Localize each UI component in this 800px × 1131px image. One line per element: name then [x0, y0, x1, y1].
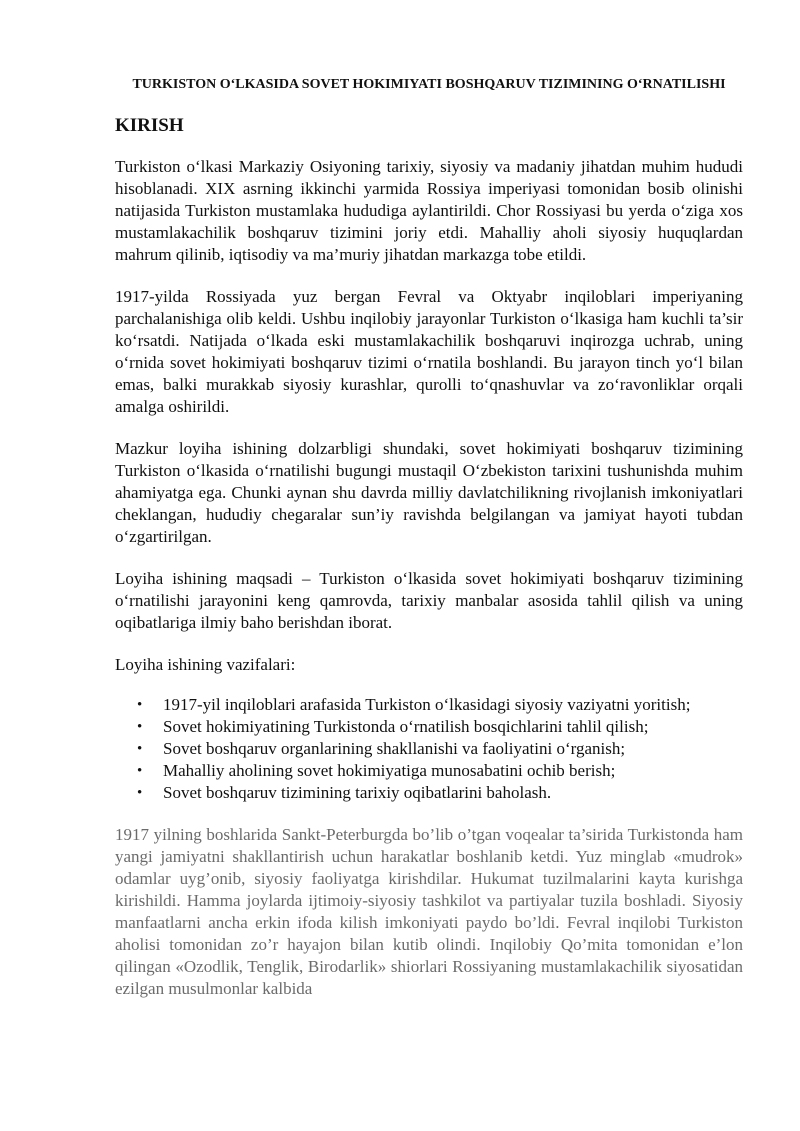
list-item [137, 782, 743, 804]
bullet-icon: • [137, 741, 143, 757]
paragraph-history: 1917 yilning boshlarida Sankt-Peterburgda bo’lib o’tgan voqealar ta’sirida Turkistonda ham yangi jamiyatni shakllantirish uchun harakatlar boshlanib ketdi. Yuz minglab «mudrok» odamlar uyg’onib, siyosiy faoliyatga kirishdilar. Hukumat tuzilmalarini kayta kurishga kirishildi. Hamma joylarda ijtimoiy-siyosiy tashkilot va partiyalar tuzila boshladi. Siyosiy manfaatlarni ancha erkin ifoda kilish imkoniyati paydo bo’ldi. Fevral inqilobi Turkiston aholisi tomonidan zo’r hayajon bilan kutib olindi. Inqilobiy Qo’mita tomonidan e’lon qilingan «Ozodlik, Tenglik, Birodarlik» shiorlari Rossiyaning mustamlakachilik siyosatidan ezilgan musulmonlar kalbida [115, 825, 743, 998]
bullet-icon: • [137, 785, 143, 801]
list-item-text: Sovet hokimiyatining Turkistonda o‘rnatilish bosqichlarini tahlil qilish; [163, 717, 649, 736]
bullet-icon: • [137, 719, 143, 735]
list-item-text: Sovet boshqaruv tizimining tarixiy oqibatlarini baholash. [163, 783, 552, 802]
section-heading: KIRISH [115, 115, 184, 136]
bullet-icon: • [137, 763, 143, 779]
list-item [137, 760, 743, 782]
list-item [137, 738, 743, 760]
document-title: TURKISTON O‘LKASIDA SOVET HOKIMIYATI BOSHQARUV TIZIMINING O‘RNATILISHI [132, 77, 726, 92]
paragraph-tasks-intro: Loyiha ishining vazifalari: [115, 655, 296, 674]
paragraph-goal: Loyiha ishining maqsadi – Turkiston o‘lkasida sovet hokimiyati boshqaruv tizimining o‘rnatilishi jarayonini keng qamrovda, tarixiy manbalar asosida tahlil qilish va uning oqibatlariga ilmiy baho berishdan iborat. [115, 569, 743, 632]
paragraph-intro: Turkiston o‘lkasi Markaziy Osiyoning tarixiy, siyosiy va madaniy jihatdan muhim hududi hisoblanadi. XIX asrning ikkinchi yarmida Rossiya imperiyasi tomonidan bosib olinishi natijasida Turkiston mustamlaka hududiga aylantirildi. Chor Rossiyasi bu yerda o‘ziga xos mustamlakachilik boshqaruv tizimini joriy etdi. Mahalliy aholi siyosiy huquqlardan mahrum qilinib, iqtisodiy va ma’muriy jihatdan markazga tobe etildi. [115, 157, 743, 264]
list-item-text: Sovet boshqaruv organlarining shakllanishi va faoliyatini o‘rganish; [163, 739, 626, 758]
tasks-list [115, 694, 743, 804]
list-item [137, 716, 743, 738]
paragraph-revolution: 1917-yilda Rossiyada yuz bergan Fevral va Oktyabr inqiloblari imperiyaning parchalanishiga olib keldi. Ushbu inqilobiy jarayonlar Turkiston o‘lkasiga ham kuchli ta’sir ko‘rsatdi. Natijada o‘lkada eski mustamlakachilik boshqaruvi inqirozga uchrab, uning o‘rnida sovet hokimiyati boshqaruv tizimi o‘rnatila boshlandi. Bu jarayon tinch yo‘l bilan emas, balki murakkab siyosiy kurashlar, qurolli to‘qnashuvlar va zo‘ravonliklar orqali amalga oshirildi. [115, 287, 743, 416]
list-item [137, 694, 743, 716]
bullet-icon: • [137, 697, 143, 713]
paragraph-relevance: Mazkur loyiha ishining dolzarbligi shundaki, sovet hokimiyati boshqaruv tizimining Turkiston o‘lkasida o‘rnatilishi bugungi mustaqil O‘zbekiston tarixini tushunishda muhim ahamiyatga ega. Chunki aynan shu davrda milliy davlatchilikning rivojlanish imkoniyatlari cheklangan, hududiy chegaralar sun’iy ravishda belgilangan va jamiyat hayoti tubdan o‘zgartirilgan. [115, 439, 743, 546]
list-item-text: 1917-yil inqiloblari arafasida Turkiston o‘lkasidagi siyosiy vaziyatni yoritish; [163, 695, 691, 714]
list-item-text: Mahalliy aholining sovet hokimiyatiga munosabatini ochib berish; [163, 761, 616, 780]
